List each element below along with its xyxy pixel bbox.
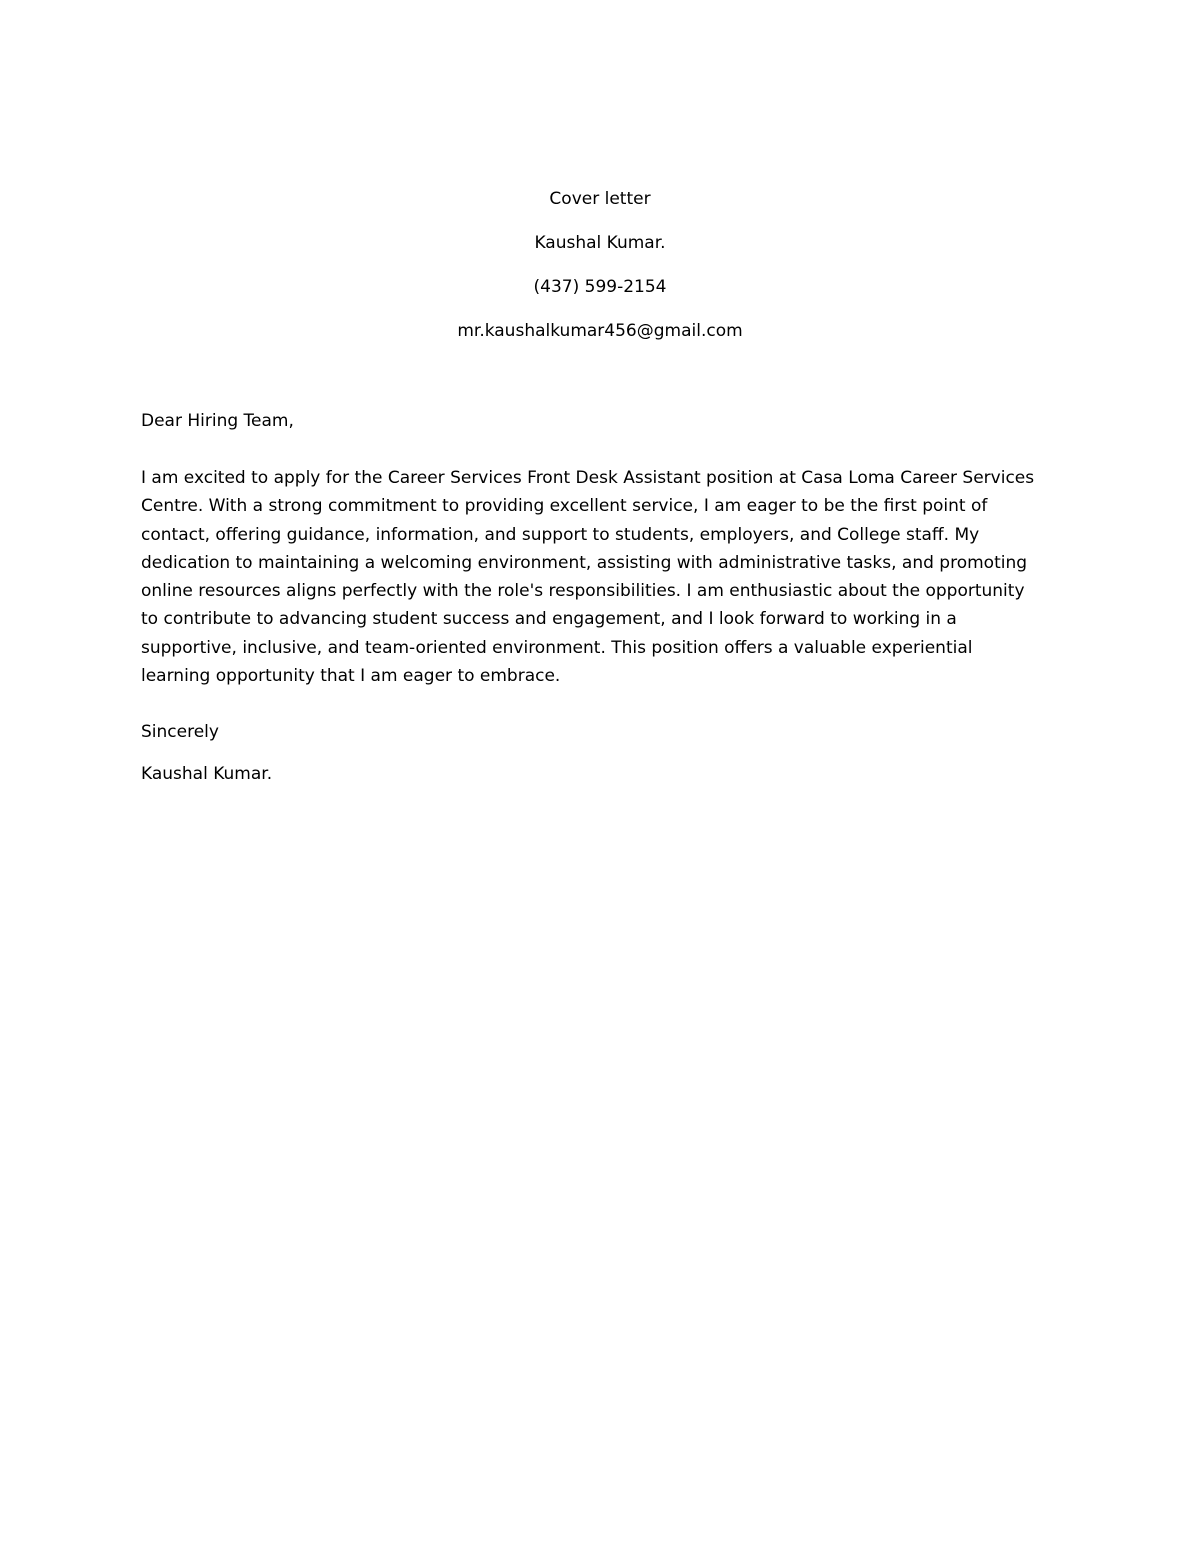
- letter-header: [0, 186, 1200, 362]
- body-line: supportive, inclusive, and team-oriented environment. This position offers a valuable experiential: [141, 637, 973, 658]
- body-line: dedication to maintaining a welcoming environment, assisting with administrative tasks, and promoting: [141, 552, 1028, 573]
- body-line: online resources aligns perfectly with the role's responsibilities. I am enthusiastic about the opportunity: [141, 581, 1025, 602]
- salutation: Dear Hiring Team,: [141, 411, 294, 431]
- body-line: I am excited to apply for the Career Services Front Desk Assistant position at Casa Loma Career Services: [141, 468, 1035, 488]
- signature-name: Kaushal Kumar.: [141, 764, 273, 785]
- sender-name: Kaushal Kumar.: [534, 233, 666, 253]
- letter-body: [141, 407, 1061, 788]
- body-line: Centre. With a strong commitment to providing excellent service, I am eager to be the first point of: [141, 496, 988, 517]
- body-line: learning opportunity that I am eager to embrace.: [141, 666, 561, 687]
- sender-phone: (437) 599-2154: [533, 277, 667, 297]
- closing: Sincerely: [141, 722, 219, 743]
- sender-email: mr.kaushalkumar456@gmail.com: [457, 321, 743, 341]
- body-line: contact, offering guidance, information, and support to students, employers, and College staff. My: [141, 524, 980, 545]
- body-paragraph: [141, 464, 1061, 690]
- body-line: to contribute to advancing student success and engagement, and I look forward to working in a: [141, 609, 957, 630]
- document-title: Cover letter: [549, 189, 651, 209]
